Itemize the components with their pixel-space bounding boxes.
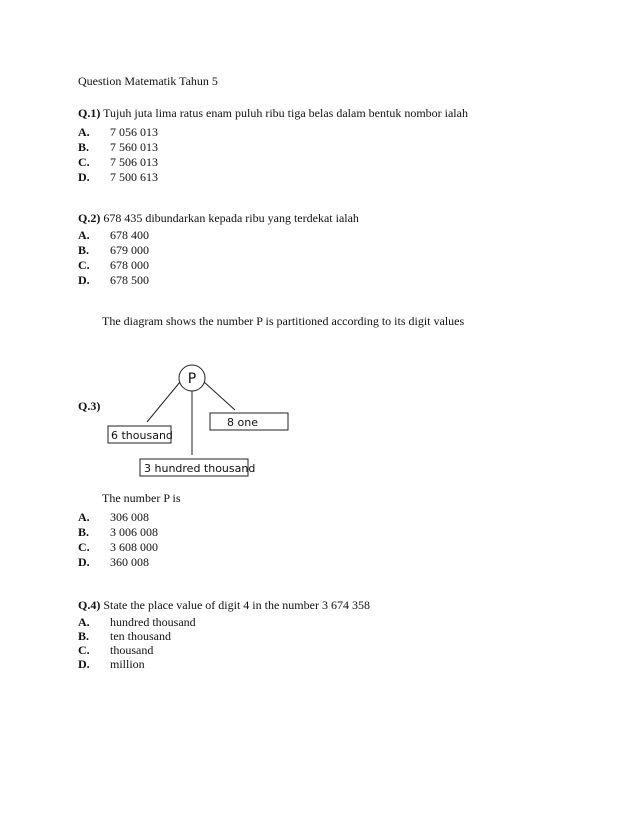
- question-3-number: Q.3): [78, 399, 101, 413]
- q4-option-c: [78, 643, 498, 658]
- option-text: 7 506 013: [110, 155, 158, 169]
- option-letter: B.: [78, 525, 90, 539]
- question-2-text: 678 435 dibundarkan kepada ribu yang terdekat ialah: [103, 211, 359, 225]
- option-letter: A.: [78, 615, 90, 629]
- q4-option-d: [78, 657, 498, 672]
- option-letter: A.: [78, 510, 90, 524]
- option-letter: C.: [78, 540, 90, 554]
- q3-option-b: [78, 525, 498, 540]
- option-letter: B.: [78, 140, 90, 154]
- box-hundred-thousand-label: 3 hundred thousand: [144, 462, 256, 475]
- connector-line: [204, 382, 235, 410]
- q3-option-c: [78, 540, 498, 555]
- option-letter: D.: [78, 555, 90, 569]
- option-letter: B.: [78, 629, 90, 643]
- q2-option-c: [78, 258, 498, 273]
- question-3-text: The number P is: [102, 491, 181, 505]
- q2-option-d: [78, 273, 498, 288]
- option-letter: B.: [78, 243, 90, 257]
- q1-option-b: [78, 140, 498, 155]
- q4-option-a: [78, 615, 498, 630]
- option-letter: C.: [78, 643, 90, 657]
- option-text: 3 608 000: [110, 540, 158, 554]
- question-1-number: Q.1): [78, 106, 101, 120]
- option-letter: D.: [78, 170, 90, 184]
- option-text: 7 560 013: [110, 140, 158, 154]
- connector-line: [147, 382, 180, 422]
- question-4: [78, 598, 370, 613]
- option-letter: D.: [78, 273, 90, 287]
- center-label: P: [187, 371, 197, 387]
- option-letter: C.: [78, 258, 90, 272]
- q1-option-a: [78, 125, 498, 140]
- option-text: 306 008: [110, 510, 149, 524]
- question-3-intro: The diagram shows the number P is partitioned according to its digit values: [102, 314, 465, 328]
- option-text: ten thousand: [110, 629, 171, 643]
- option-text: 679 000: [110, 243, 149, 257]
- page-title: Question Matematik Tahun 5: [78, 74, 218, 88]
- option-letter: D.: [78, 657, 90, 671]
- question-4-text: State the place value of digit 4 in the number 3 674 358: [103, 598, 370, 612]
- question-2: [78, 211, 359, 226]
- question-4-number: Q.4): [78, 598, 101, 612]
- q2-option-a: [78, 228, 498, 243]
- option-text: 678 500: [110, 273, 149, 287]
- option-letter: C.: [78, 155, 90, 169]
- option-text: hundred thousand: [110, 615, 196, 629]
- question-1-text: Tujuh juta lima ratus enam puluh ribu tiga belas dalam bentuk nombor ialah: [103, 106, 468, 120]
- box-thousand-label: 6 thousand: [111, 429, 173, 442]
- option-text: 678 000: [110, 258, 149, 272]
- q1-option-d: [78, 170, 498, 185]
- option-text: 360 008: [110, 555, 149, 569]
- option-text: 7 056 013: [110, 125, 158, 139]
- option-text: 3 006 008: [110, 525, 158, 539]
- partition-diagram: [100, 362, 300, 480]
- q4-option-b: [78, 629, 498, 644]
- question-2-number: Q.2): [78, 211, 101, 225]
- q3-option-a: [78, 510, 498, 525]
- option-text: million: [110, 657, 145, 671]
- option-text: 678 400: [110, 228, 149, 242]
- option-text: thousand: [110, 643, 154, 657]
- option-text: 7 500 613: [110, 170, 158, 184]
- q1-option-c: [78, 155, 498, 170]
- q3-option-d: [78, 555, 498, 570]
- question-1: [78, 106, 468, 121]
- q2-option-b: [78, 243, 498, 258]
- option-letter: A.: [78, 125, 90, 139]
- box-one-label: 8 one: [227, 416, 258, 429]
- option-letter: A.: [78, 228, 90, 242]
